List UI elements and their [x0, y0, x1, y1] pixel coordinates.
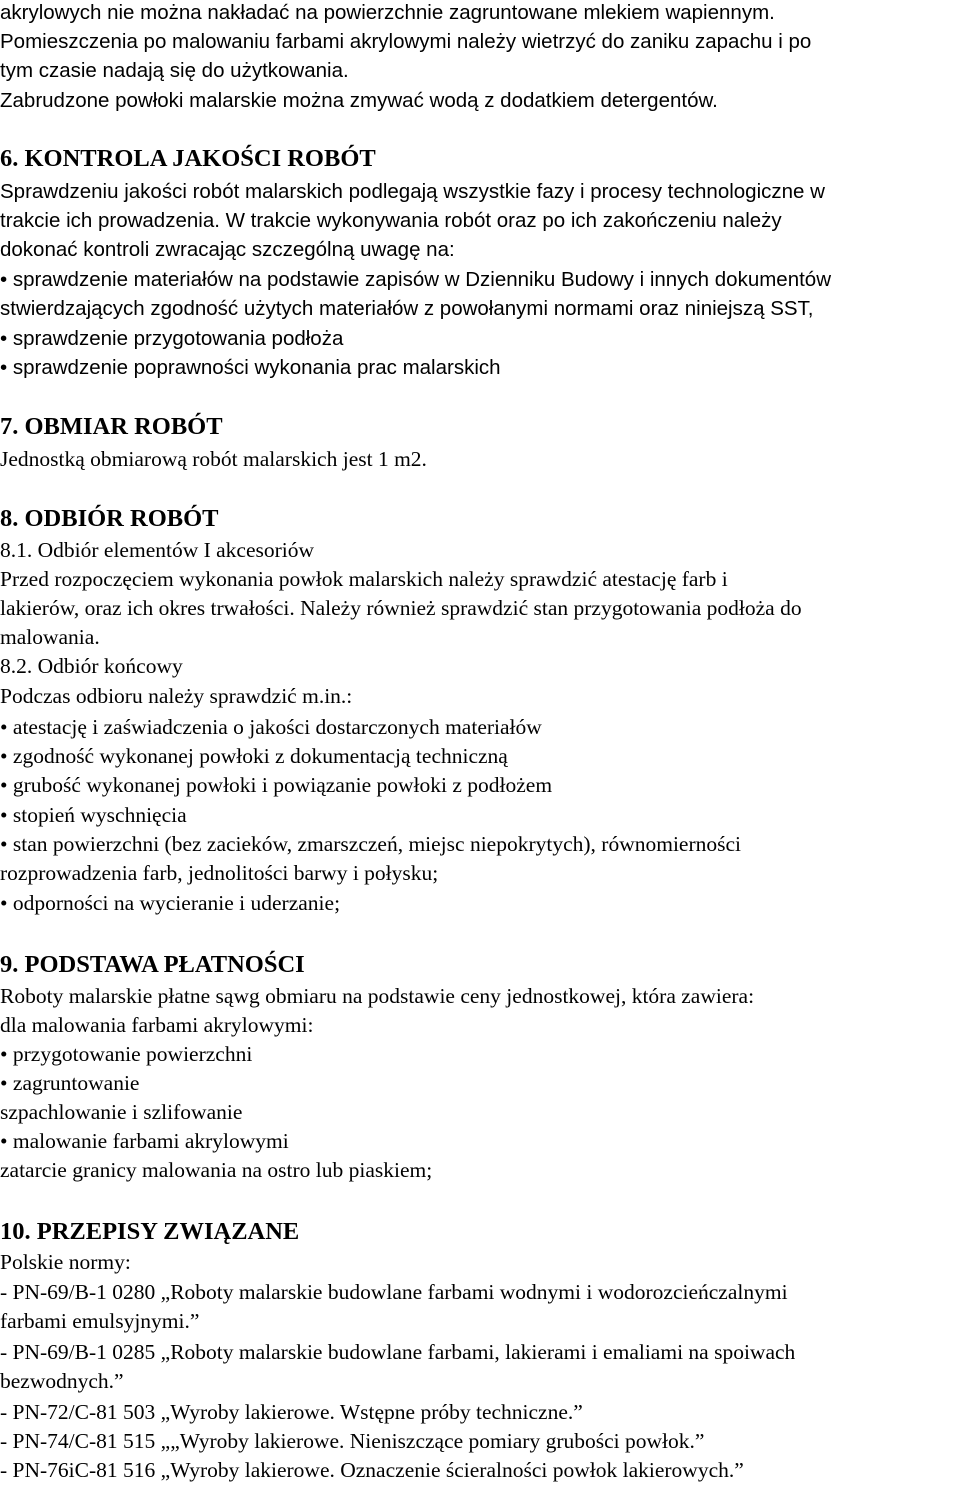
- list-item: • sprawdzenie przygotowania podłoża: [0, 327, 344, 350]
- subsection-heading: 8.2. Odbiór końcowy: [0, 654, 183, 678]
- text-line: akrylowych nie można nakładać na powierzchnie zagruntowane mlekiem wapiennym.: [0, 1, 775, 24]
- section-heading: 8. ODBIÓR ROBÓT: [0, 505, 219, 532]
- norm-item: - PN-76iC-81 516 „Wyroby lakierowe. Oznaczenie ścieralności powłok lakierowych.”: [0, 1458, 744, 1482]
- list-item: • zagruntowanie: [0, 1071, 140, 1095]
- text-line: Przed rozpoczęciem wykonania powłok malarskich należy sprawdzić atestację farb i: [0, 567, 728, 591]
- text-line: Pomieszczenia po malowaniu farbami akrylowymi należy wietrzyć do zaniku zapachu i po: [0, 30, 812, 53]
- text-line: Podczas odbioru należy sprawdzić m.in.:: [0, 684, 353, 708]
- section-heading: 7. OBMIAR ROBÓT: [0, 413, 223, 440]
- list-item: • malowanie farbami akrylowymi: [0, 1129, 289, 1153]
- list-item: • sprawdzenie materiałów na podstawie zapisów w Dzienniku Budowy i innych dokumentów: [0, 268, 832, 291]
- text-line: szpachlowanie i szlifowanie: [0, 1100, 243, 1124]
- text-line: dla malowania farbami akrylowymi:: [0, 1013, 314, 1037]
- text-line: Zabrudzone powłoki malarskie można zmywać wodą z dodatkiem detergentów.: [0, 89, 718, 112]
- text-line: rozprowadzenia farb, jednolitości barwy i połysku;: [0, 861, 439, 885]
- text-line: Jednostką obmiarową robót malarskich jest 1 m2.: [0, 447, 427, 471]
- list-item: • grubość wykonanej powłoki i powiązanie powłoki z podłożem: [0, 773, 553, 797]
- section-heading: 6. KONTROLA JAKOŚCI ROBÓT: [0, 145, 376, 172]
- text-line: zatarcie granicy malowania na ostro lub piaskiem;: [0, 1158, 433, 1182]
- text-line: Roboty malarskie płatne sąwg obmiaru na podstawie ceny jednostkowej, która zawiera:: [0, 984, 755, 1008]
- norm-item: - PN-72/C-81 503 „Wyroby lakierowe. Wstępne próby techniczne.”: [0, 1400, 583, 1424]
- text-line: farbami emulsyjnymi.”: [0, 1309, 200, 1333]
- text-line: stwierdzających zgodność użytych materiałów z powołanymi normami oraz niniejszą SST,: [0, 297, 814, 320]
- text-line: Polskie normy:: [0, 1250, 131, 1274]
- text-line: malowania.: [0, 625, 100, 649]
- list-item: • stopień wyschnięcia: [0, 803, 187, 827]
- norm-item: - PN-69/B-1 0285 „Roboty malarskie budowlane farbami, lakierami i emaliami na spoiwach: [0, 1340, 796, 1364]
- list-item: • stan powierzchni (bez zacieków, zmarszczeń, miejsc niepokrytych), równomierności: [0, 832, 742, 856]
- section-heading: 10. PRZEPISY ZWIĄZANE: [0, 1218, 300, 1245]
- text-line: trakcie ich prowadzenia. W trakcie wykonywania robót oraz po ich zakończeniu należy: [0, 209, 782, 232]
- subsection-heading: 8.1. Odbiór elementów I akcesoriów: [0, 538, 315, 562]
- list-item: • zgodność wykonanej powłoki z dokumentacją techniczną: [0, 744, 508, 768]
- norm-item: - PN-69/B-1 0280 „Roboty malarskie budowlane farbami wodnymi i wodorozcieńczalnymi: [0, 1280, 788, 1304]
- text-line: bezwodnych.”: [0, 1369, 124, 1393]
- list-item: • odporności na wycieranie i uderzanie;: [0, 891, 341, 915]
- text-line: tym czasie nadają się do użytkowania.: [0, 59, 349, 82]
- list-item: • przygotowanie powierzchni: [0, 1042, 253, 1066]
- list-item: • sprawdzenie poprawności wykonania prac malarskich: [0, 356, 501, 379]
- section-heading: 9. PODSTAWA PŁATNOŚCI: [0, 951, 305, 978]
- list-item: • atestację i zaświadczenia o jakości dostarczonych materiałów: [0, 715, 542, 739]
- text-line: dokonać kontroli zwracając szczególną uwagę na:: [0, 238, 455, 261]
- norm-item: - PN-74/C-81 515 „„Wyroby lakierowe. Nieniszczące pomiary grubości powłok.”: [0, 1429, 705, 1453]
- text-line: lakierów, oraz ich okres trwałości. Należy również sprawdzić stan przygotowania podłoża do: [0, 596, 802, 620]
- text-line: Sprawdzeniu jakości robót malarskich podlegają wszystkie fazy i procesy technologiczne w: [0, 180, 825, 203]
